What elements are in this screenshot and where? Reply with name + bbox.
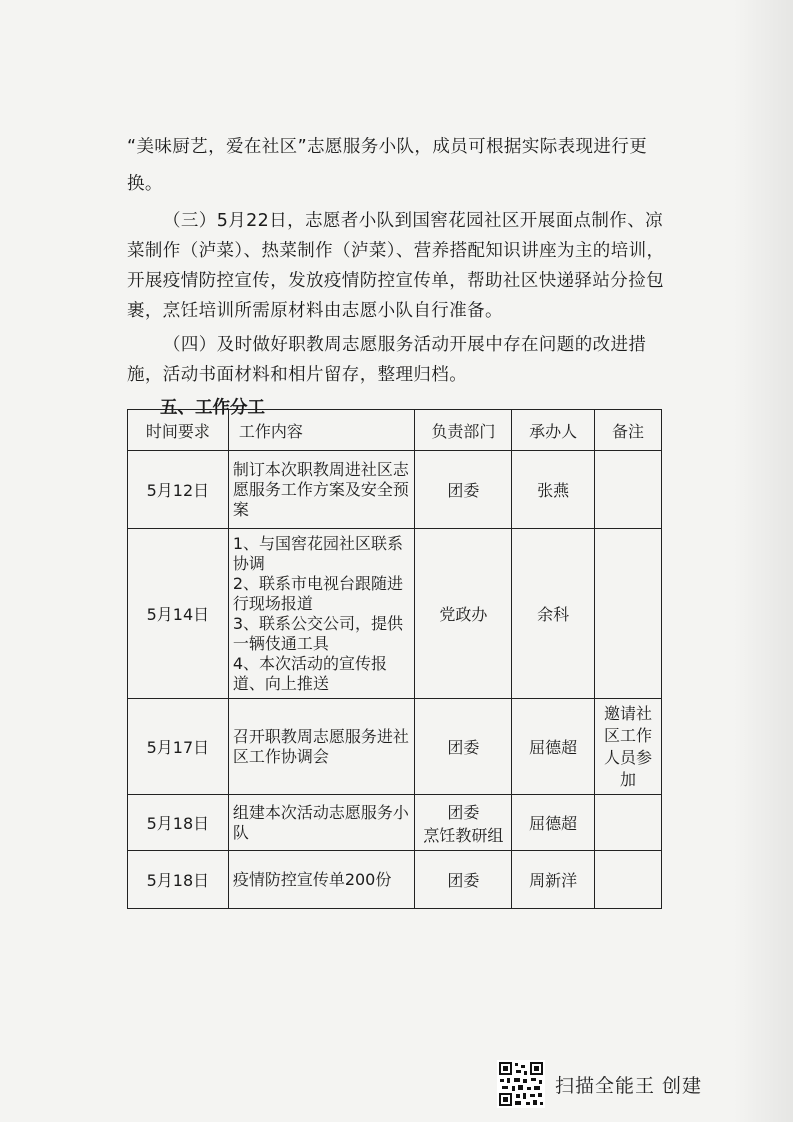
content-item: 4、本次活动的宣传报道、向上推送	[232, 653, 387, 693]
table-row	[128, 795, 662, 851]
header-department: 负责部门	[415, 410, 512, 451]
row-date: 5月18日	[128, 795, 229, 851]
content-item: 1、与国窖花园社区联系协调	[232, 533, 403, 573]
row-person: 屈德超	[512, 795, 595, 851]
row-person: 张燕	[512, 451, 595, 529]
scanner-watermark-text: 扫描全能王 创建	[555, 1074, 703, 1097]
row-date: 5月18日	[128, 851, 229, 909]
paragraph-item-3: （三）5月22日，志愿者小队到国窖花园社区开展面点制作、凉菜制作（泸菜）、热菜制作（泸菜）、营养搭配知识讲座为主的培训，开展疫情防控宣传，发放疫情防控宣传单，帮助社区快递驿站分捡包裹，烹饪培训所需原材料由志愿小队自行准备。	[127, 211, 665, 321]
table-row	[128, 451, 662, 529]
row-department: 党政办	[415, 529, 512, 699]
row-note	[595, 529, 662, 699]
qr-code-icon	[497, 1060, 545, 1108]
content-item: 3、联系公交公司，提供一辆伎通工具	[232, 613, 403, 653]
header-time: 时间要求	[128, 410, 229, 451]
department-line: 团委	[447, 802, 480, 822]
row-person: 屈德超	[512, 699, 595, 795]
table-row	[128, 699, 662, 795]
row-note	[595, 851, 662, 909]
department-line: 烹饪教研组	[423, 825, 504, 845]
row-content: 组建本次活动志愿服务小队	[228, 795, 415, 851]
row-date: 5月12日	[128, 451, 229, 529]
header-person: 承办人	[512, 410, 595, 451]
paragraph-1-line-1: “美味厨艺，爱在社区”志愿服务小队，成员可根据实际表现进行更	[127, 137, 648, 157]
row-department: 团委	[415, 451, 512, 529]
row-content: 召开职教周志愿服务进社区工作协调会	[228, 699, 415, 795]
table-row	[128, 851, 662, 909]
content-item: 2、联系市电视台跟随进行现场报道	[232, 573, 403, 613]
row-person: 周新洋	[512, 851, 595, 909]
row-note	[595, 795, 662, 851]
row-department: 团委	[415, 851, 512, 909]
scanner-watermark	[497, 1060, 702, 1108]
page-edge-shadow	[733, 0, 793, 1122]
row-department: 团委	[415, 699, 512, 795]
work-assignment-table	[127, 409, 662, 909]
header-content: 工作内容	[228, 410, 415, 451]
row-person: 余科	[512, 529, 595, 699]
row-date: 5月14日	[128, 529, 229, 699]
table-row	[128, 529, 662, 699]
row-content: 疫情防控宣传单200份	[228, 851, 415, 909]
row-department-multi	[415, 795, 512, 851]
paragraph-item-4: （四）及时做好职教周志愿服务活动开展中存在问题的改进措施，活动书面材料和相片留存，整理归档。	[127, 335, 647, 385]
paragraph-1-line-2: 换。	[127, 174, 163, 194]
header-note: 备注	[595, 410, 662, 451]
row-date: 5月17日	[128, 699, 229, 795]
row-content: 制订本次职教周进社区志愿服务工作方案及安全预案	[228, 451, 415, 529]
section-title: 五、工作分工	[160, 398, 265, 418]
table-header-row	[128, 410, 662, 451]
row-note: 邀请社区工作人员参加	[595, 699, 662, 795]
row-content-list	[228, 529, 415, 699]
row-note	[595, 451, 662, 529]
